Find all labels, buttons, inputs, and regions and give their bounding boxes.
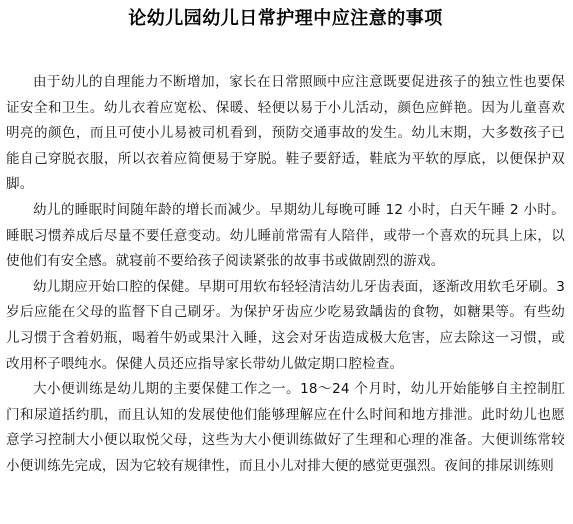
paragraph-oral-care: 幼儿期应开始口腔的保健。早期可用软布轻轻清洁幼儿牙齿表面，逐渐改用软毛牙刷。3 岁后应能在父母的监督下自己刷牙。为保护牙齿应少吃易致龋齿的食物，如糖果等。有些幼儿习惯于含着奶瓶，喝着牛奶或果汁入睡，这会对牙齿造成极大危害，应去除这一习惯，或改用杯子喂纯水。保健人员还应指导家长带幼儿做定期口腔检查。	[6, 278, 565, 372]
paragraph-sleep: 幼儿的睡眠时间随年龄的增长而减少。早期幼儿每晚可睡 12 小时，白天午睡 2 小时。睡眠习惯养成后尽量不要任意变动。幼儿睡前常需有人陪伴，或带一个喜欢的玩具上床，以使他们有安全感。就寝前不要给孩子阅读紧张的故事书或做剧烈的游戏。	[6, 201, 565, 270]
paragraph-toilet-training: 大小便训练是幼儿期的主要保健工作之一。18～24 个月时，幼儿开始能够自主控制肛门和尿道括约肌，而且认知的发展使他们能够理解应在什么时间和地方排泄。此时幼儿也愿意学习控制大小便以取悦父母，这些为大小便训练做好了生理和心理的准备。大便训练常较小便训练先完成，因为它较有规律性，而且小儿对排大便的感觉更强烈。夜间的排尿训练则	[6, 381, 565, 474]
paragraph-clothing: 由于幼儿的自理能力不断增加，家长在日常照顾中应注意既要促进孩子的独立性也要保证安全和卫生。幼儿衣着应宽松、保暖、轻便以易于小儿活动，颜色应鲜艳。因为儿童喜欢明亮的颜色，而且可使小儿易被司机看到，预防交通事故的发生。幼儿末期，大多数孩子已能自己穿脱衣服，所以衣着应简便易于穿脱。鞋子要舒适，鞋底为平软的厚底，以便保护双脚。	[6, 74, 565, 193]
document-title: 论幼儿园幼儿日常护理中应注意的事项	[128, 8, 443, 29]
